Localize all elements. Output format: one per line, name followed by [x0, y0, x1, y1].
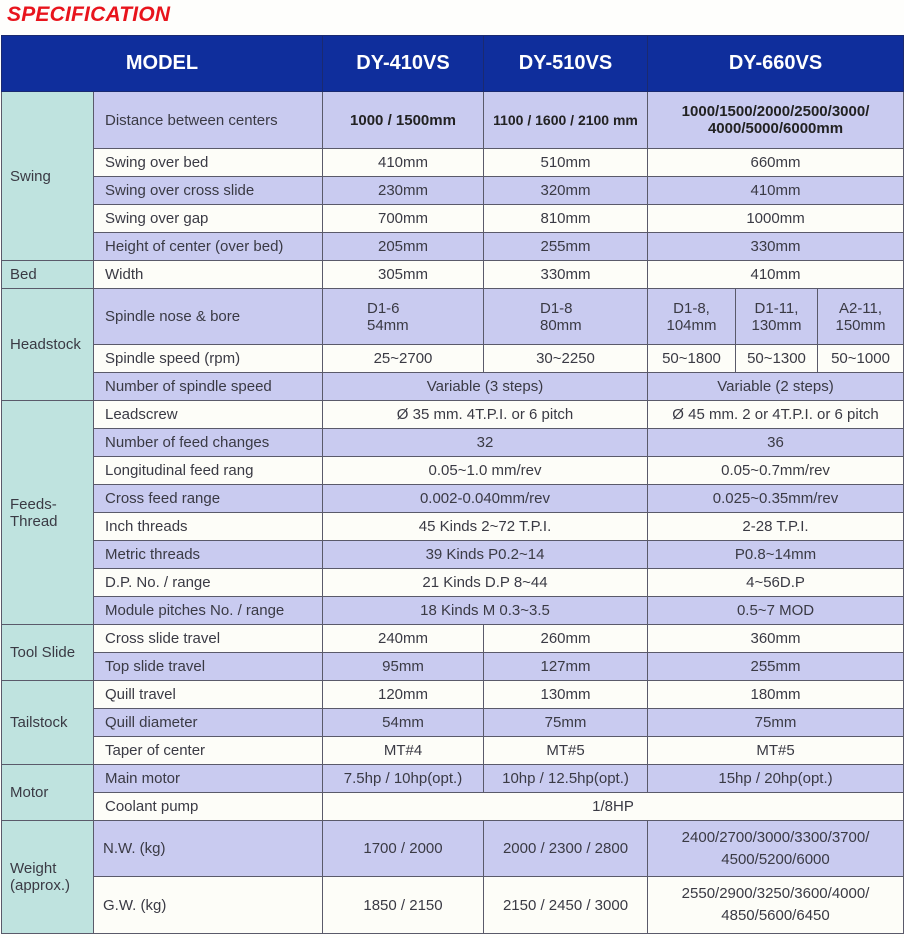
param-label: Height of center (over bed): [94, 233, 323, 261]
value-cell: 0.05~0.7mm/rev: [648, 457, 904, 485]
model-dy660vs: DY-660VS: [648, 36, 904, 92]
value-cell: 410mm: [648, 261, 904, 289]
value-cell: 36: [648, 429, 904, 457]
table-row: [2, 653, 904, 681]
param-label: Quill travel: [94, 681, 323, 709]
param-label: Cross slide travel: [94, 625, 323, 653]
value-cell: 0.5~7 MOD: [648, 597, 904, 625]
value-cell: 2000 / 2300 / 2800: [484, 821, 648, 877]
value-cell: 50~1300: [736, 345, 818, 373]
value-cell: 50~1800: [648, 345, 736, 373]
table-row: [2, 177, 904, 205]
table-row: [2, 92, 904, 149]
header-row: [2, 36, 904, 92]
param-label: Number of feed changes: [94, 429, 323, 457]
table-row: [2, 345, 904, 373]
value-cell: 25~2700: [323, 345, 484, 373]
value-cell: D1-8 80mm: [484, 289, 648, 345]
page-title: SPECIFICATION: [7, 3, 171, 26]
table-row: [2, 429, 904, 457]
value-cell: Ø 45 mm. 2 or 4T.P.I. or 6 pitch: [648, 401, 904, 429]
value-cell: 240mm: [323, 625, 484, 653]
value-cell: 130mm: [484, 681, 648, 709]
value-cell: A2-11, 150mm: [818, 289, 904, 345]
param-label: Spindle speed (rpm): [94, 345, 323, 373]
table-row: [2, 597, 904, 625]
value-cell: 39 Kinds P0.2~14: [323, 541, 648, 569]
table-row: [2, 233, 904, 261]
value-cell: MT#5: [484, 737, 648, 765]
table-row: [2, 401, 904, 429]
value-cell: 205mm: [323, 233, 484, 261]
category-weight: Weight (approx.): [2, 821, 94, 934]
table-row: [2, 541, 904, 569]
param-label: G.W. (kg): [94, 877, 323, 934]
value-cell: Variable (2 steps): [648, 373, 904, 401]
value-cell: 32: [323, 429, 648, 457]
value-cell: 360mm: [648, 625, 904, 653]
value-cell: 95mm: [323, 653, 484, 681]
value-cell: 1000mm: [648, 205, 904, 233]
table-row: [2, 681, 904, 709]
value-cell: 1/8HP: [323, 793, 904, 821]
value-cell: D1-6 54mm: [323, 289, 484, 345]
param-label: Module pitches No. / range: [94, 597, 323, 625]
value-cell: 305mm: [323, 261, 484, 289]
model-dy410vs: DY-410VS: [323, 36, 484, 92]
value-cell: D1-11, 130mm: [736, 289, 818, 345]
model-header: MODEL: [2, 36, 323, 92]
param-label: Spindle nose & bore: [94, 289, 323, 345]
value-cell: 18 Kinds M 0.3~3.5: [323, 597, 648, 625]
value-cell: 50~1000: [818, 345, 904, 373]
param-label: D.P. No. / range: [94, 569, 323, 597]
param-label: Quill diameter: [94, 709, 323, 737]
value-cell: 255mm: [648, 653, 904, 681]
value-cell: 2550/2900/3250/3600/4000/ 4850/5600/6450: [648, 877, 904, 934]
specification-table: [1, 35, 904, 934]
value-cell: 2-28 T.P.I.: [648, 513, 904, 541]
table-row: [2, 149, 904, 177]
value-cell: 1850 / 2150: [323, 877, 484, 934]
param-label: Main motor: [94, 765, 323, 793]
value-cell: 1000 / 1500mm: [323, 92, 484, 149]
param-label: N.W. (kg): [94, 821, 323, 877]
table-row: [2, 625, 904, 653]
value-cell: 2150 / 2450 / 3000: [484, 877, 648, 934]
value-cell: 0.002-0.040mm/rev: [323, 485, 648, 513]
value-cell: 75mm: [648, 709, 904, 737]
table-row: [2, 737, 904, 765]
table-row: [2, 569, 904, 597]
table-row: [2, 373, 904, 401]
param-label: Cross feed range: [94, 485, 323, 513]
param-label: Top slide travel: [94, 653, 323, 681]
value-cell: 75mm: [484, 709, 648, 737]
value-cell: Ø 35 mm. 4T.P.I. or 6 pitch: [323, 401, 648, 429]
param-label: Swing over gap: [94, 205, 323, 233]
value-cell: 180mm: [648, 681, 904, 709]
value-cell: 255mm: [484, 233, 648, 261]
value-cell: 45 Kinds 2~72 T.P.I.: [323, 513, 648, 541]
param-label: Width: [94, 261, 323, 289]
param-label: Number of spindle speed: [94, 373, 323, 401]
value-cell: P0.8~14mm: [648, 541, 904, 569]
value-cell: D1-8, 104mm: [648, 289, 736, 345]
value-cell: 260mm: [484, 625, 648, 653]
param-label: Swing over bed: [94, 149, 323, 177]
param-label: Coolant pump: [94, 793, 323, 821]
value-cell: 1700 / 2000: [323, 821, 484, 877]
value-cell: 410mm: [648, 177, 904, 205]
table-row: [2, 877, 904, 934]
value-cell: 330mm: [648, 233, 904, 261]
value-cell: 330mm: [484, 261, 648, 289]
param-label: Inch threads: [94, 513, 323, 541]
value-cell: 660mm: [648, 149, 904, 177]
param-label: Swing over cross slide: [94, 177, 323, 205]
value-cell: 510mm: [484, 149, 648, 177]
param-label: Taper of center: [94, 737, 323, 765]
param-label: Longitudinal feed rang: [94, 457, 323, 485]
value-cell: 127mm: [484, 653, 648, 681]
category-bed: Bed: [2, 261, 94, 289]
value-cell: 1100 / 1600 / 2100 mm: [484, 92, 648, 149]
value-cell: 54mm: [323, 709, 484, 737]
param-label: Leadscrew: [94, 401, 323, 429]
value-cell: 15hp / 20hp(opt.): [648, 765, 904, 793]
value-cell: Variable (3 steps): [323, 373, 648, 401]
table-row: [2, 261, 904, 289]
category-tool-slide: Tool Slide: [2, 625, 94, 681]
category-feeds-thread: Feeds-Thread: [2, 401, 94, 625]
value-cell: 21 Kinds D.P 8~44: [323, 569, 648, 597]
value-cell: 700mm: [323, 205, 484, 233]
table-row: [2, 513, 904, 541]
value-cell: 0.05~1.0 mm/rev: [323, 457, 648, 485]
table-row: [2, 205, 904, 233]
table-row: [2, 793, 904, 821]
value-cell: 2400/2700/3000/3300/3700/ 4500/5200/6000: [648, 821, 904, 877]
table-row: [2, 765, 904, 793]
category-motor: Motor: [2, 765, 94, 821]
value-cell: 120mm: [323, 681, 484, 709]
value-cell: MT#5: [648, 737, 904, 765]
table-row: [2, 821, 904, 877]
value-cell: 4~56D.P: [648, 569, 904, 597]
category-headstock: Headstock: [2, 289, 94, 401]
table-row: [2, 289, 904, 345]
category-swing: Swing: [2, 92, 94, 261]
value-cell: 0.025~0.35mm/rev: [648, 485, 904, 513]
value-cell: 410mm: [323, 149, 484, 177]
param-label: Distance between centers: [94, 92, 323, 149]
category-tailstock: Tailstock: [2, 681, 94, 765]
value-cell: 30~2250: [484, 345, 648, 373]
table-row: [2, 485, 904, 513]
value-cell: 1000/1500/2000/2500/3000/ 4000/5000/6000mm: [648, 92, 904, 149]
value-cell: 10hp / 12.5hp(opt.): [484, 765, 648, 793]
value-cell: 320mm: [484, 177, 648, 205]
table-row: [2, 457, 904, 485]
value-cell: 230mm: [323, 177, 484, 205]
param-label: Metric threads: [94, 541, 323, 569]
model-dy510vs: DY-510VS: [484, 36, 648, 92]
value-cell: 7.5hp / 10hp(opt.): [323, 765, 484, 793]
table-row: [2, 709, 904, 737]
value-cell: MT#4: [323, 737, 484, 765]
value-cell: 810mm: [484, 205, 648, 233]
